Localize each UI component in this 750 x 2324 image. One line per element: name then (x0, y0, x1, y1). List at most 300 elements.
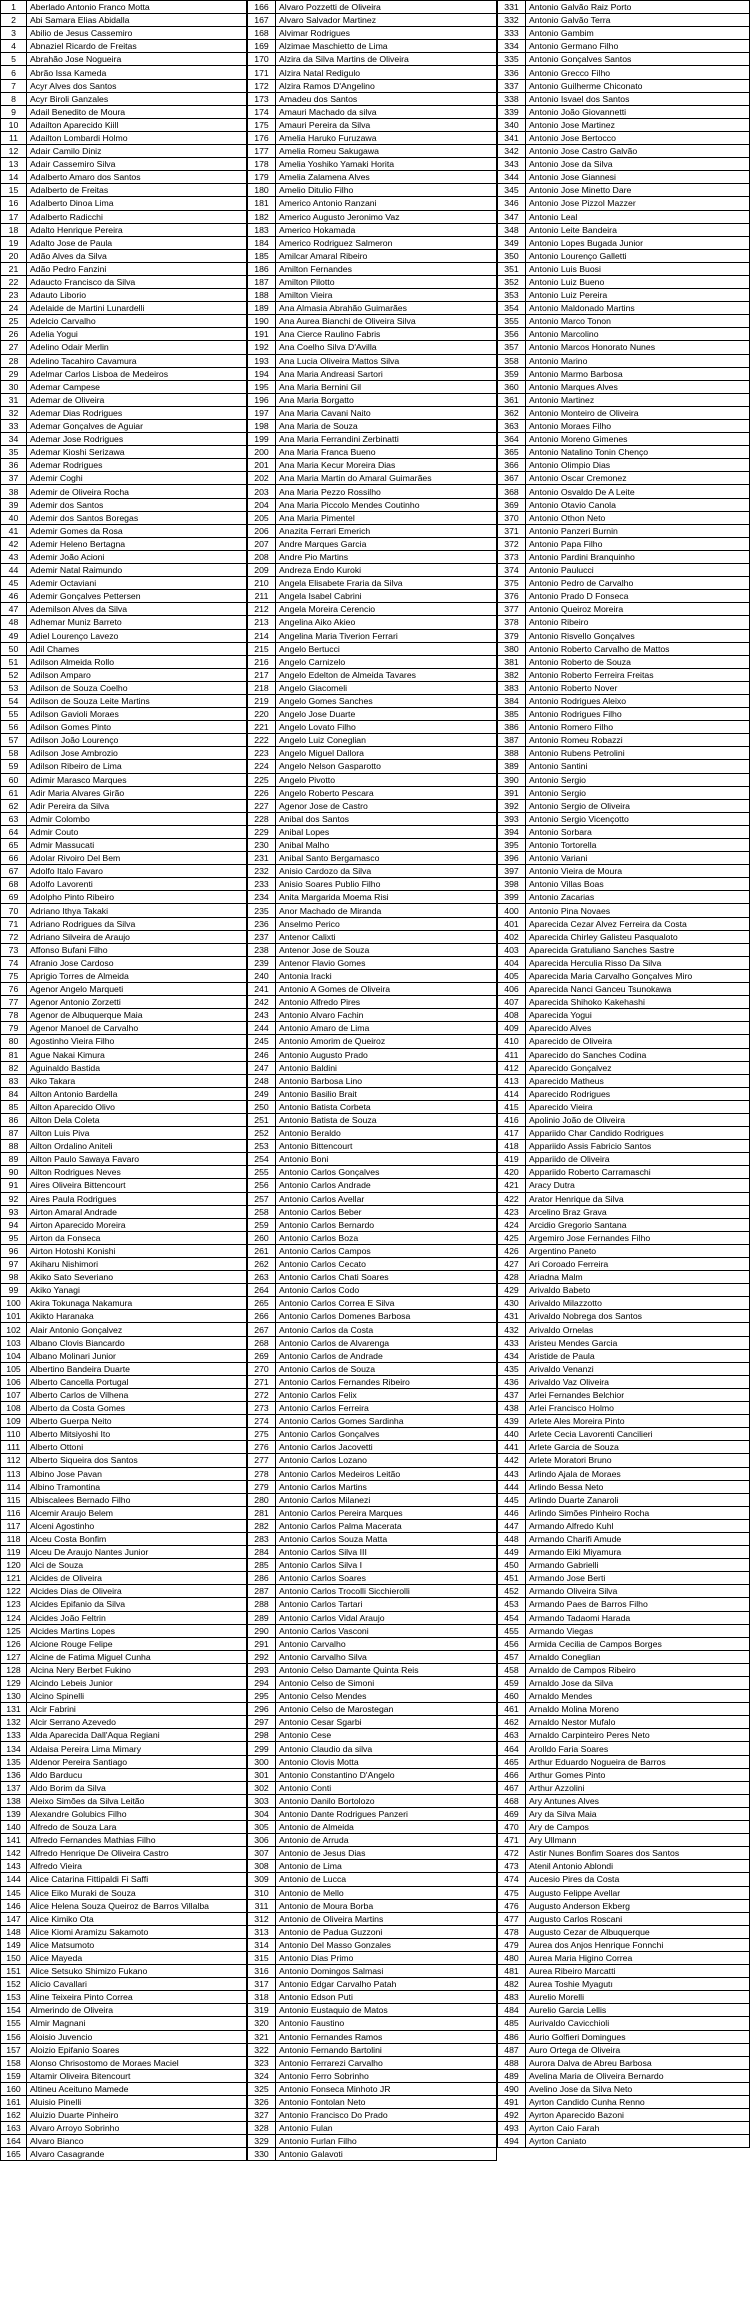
row-number: 488 (498, 2056, 526, 2069)
row-number: 277 (248, 1454, 276, 1467)
table-row (248, 812, 497, 825)
row-number: 452 (498, 1585, 526, 1598)
table-row (498, 564, 750, 577)
row-number: 386 (498, 721, 526, 734)
person-name: Antonio Barbosa Lino (276, 1074, 497, 1087)
row-number: 487 (498, 2043, 526, 2056)
person-name: Adriano Rodrigues da Silva (27, 917, 247, 930)
person-name: Ademar Dias Rodrigues (27, 406, 247, 419)
row-number: 56 (1, 721, 27, 734)
table-row (498, 642, 750, 655)
row-number: 113 (1, 1467, 27, 1480)
row-number: 52 (1, 668, 27, 681)
row-number: 369 (498, 498, 526, 511)
row-number: 157 (1, 2043, 27, 2056)
row-number: 151 (1, 1965, 27, 1978)
person-name: Adão Alves da Silva (27, 249, 247, 262)
table-row (1, 1113, 247, 1126)
row-number: 465 (498, 1755, 526, 1768)
person-name: Adaucto Francisco da Silva (27, 275, 247, 288)
person-name: Agenor Manoel de Carvalho (27, 1022, 247, 1035)
row-number: 356 (498, 328, 526, 341)
person-name: Ana Maria Ferrandini Zerbinatti (276, 433, 497, 446)
row-number: 322 (248, 2043, 276, 2056)
person-name: Adilson Amparo (27, 668, 247, 681)
table-row (248, 1559, 497, 1572)
row-number: 161 (1, 2096, 27, 2109)
person-name: Antonio Fontolan Neto (276, 2096, 497, 2109)
table-row (498, 131, 750, 144)
person-name: Airton Hotoshi Konishi (27, 1244, 247, 1257)
row-number: 467 (498, 1781, 526, 1794)
person-name: Antonio Carlos Chati Soares (276, 1271, 497, 1284)
person-name: Agenor Angelo Marqueti (27, 983, 247, 996)
row-number: 414 (498, 1087, 526, 1100)
table-row (498, 105, 750, 118)
person-name: Akira Tokunaga Nakamura (27, 1297, 247, 1310)
person-name: Aristide de Paula (526, 1349, 750, 1362)
table-row (248, 1192, 497, 1205)
row-number: 457 (498, 1650, 526, 1663)
row-number: 74 (1, 956, 27, 969)
person-name: Agenor Antonio Zorzetti (27, 996, 247, 1009)
table-row (248, 891, 497, 904)
table-row (248, 53, 497, 66)
table-row (248, 1938, 497, 1951)
table-row (1, 1637, 247, 1650)
table-row (248, 1323, 497, 1336)
person-name: Adailton Lombardi Holmo (27, 131, 247, 144)
row-number: 107 (1, 1388, 27, 1401)
row-number: 407 (498, 996, 526, 1009)
table-row (248, 485, 497, 498)
table-row (498, 1834, 750, 1847)
table-row (1, 315, 247, 328)
table-row (1, 825, 247, 838)
person-name: Antonio Marino (526, 354, 750, 367)
person-name: Adolfo Lavorenti (27, 878, 247, 891)
table-row (498, 760, 750, 773)
table-row (1, 1218, 247, 1231)
person-name: Arlete Moratori Bruno (526, 1454, 750, 1467)
person-name: Arlei Fernandes Belchior (526, 1388, 750, 1401)
row-number: 332 (498, 14, 526, 27)
person-name: Agenor de Albuquerque Maia (27, 1009, 247, 1022)
row-number: 177 (248, 145, 276, 158)
table-row (498, 603, 750, 616)
person-name: Adolar Rivoiro Del Bem (27, 852, 247, 865)
person-name: Adhemar Muniz Barreto (27, 616, 247, 629)
table-row (498, 1755, 750, 1768)
person-name: Aurelio Morelli (526, 1991, 750, 2004)
row-number: 60 (1, 773, 27, 786)
row-number: 209 (248, 564, 276, 577)
person-name: Aurio Golfieri Domingues (526, 2030, 750, 2043)
table-row (1, 1506, 247, 1519)
row-number: 10 (1, 118, 27, 131)
table-row (248, 1271, 497, 1284)
row-number: 77 (1, 996, 27, 1009)
table-row (498, 145, 750, 158)
person-name: Adelino Odair Merlin (27, 341, 247, 354)
person-name: Anibal Malho (276, 839, 497, 852)
row-number: 176 (248, 131, 276, 144)
row-number: 477 (498, 1912, 526, 1925)
table-row (248, 1729, 497, 1742)
table-row (248, 2004, 497, 2017)
person-name: Acyr Alves dos Santos (27, 79, 247, 92)
person-name: Ademar Kioshi Serizawa (27, 446, 247, 459)
table-row (248, 1441, 497, 1454)
table-row (498, 1, 750, 14)
row-number: 142 (1, 1847, 27, 1860)
table-row (248, 262, 497, 275)
table-row (248, 1, 497, 14)
person-name: Alice Helena Souza Queiroz de Barros Villalba (27, 1899, 247, 1912)
person-name: Anibal Santo Bergamasco (276, 852, 497, 865)
table-row (248, 420, 497, 433)
row-number: 198 (248, 420, 276, 433)
row-number: 268 (248, 1336, 276, 1349)
row-number: 212 (248, 603, 276, 616)
person-name: Arlindo Bessa Neto (526, 1480, 750, 1493)
person-name: Antonio Carlos Campos (276, 1244, 497, 1257)
row-number: 390 (498, 773, 526, 786)
row-number: 154 (1, 2004, 27, 2017)
row-number: 44 (1, 564, 27, 577)
table-row (498, 1048, 750, 1061)
row-number: 88 (1, 1140, 27, 1153)
table-row (248, 642, 497, 655)
table-row (498, 1480, 750, 1493)
person-name: Antonio Germano Filho (526, 40, 750, 53)
table-row (248, 1231, 497, 1244)
person-name: Antonio Rubens Petrolini (526, 747, 750, 760)
person-name: Antonio Santini (526, 760, 750, 773)
person-name: Antonio Maldonado Martins (526, 302, 750, 315)
row-number: 353 (498, 289, 526, 302)
person-name: Angelo Edelton de Almeida Tavares (276, 668, 497, 681)
row-number: 200 (248, 446, 276, 459)
person-name: Aurivaldo Cavicchioli (526, 2017, 750, 2030)
person-name: Ademar Campese (27, 380, 247, 393)
table-row (498, 1978, 750, 1991)
table-row (498, 1218, 750, 1231)
person-name: Antonio Carlos Felix (276, 1388, 497, 1401)
table-row (248, 524, 497, 537)
person-name: Aurora Dalva de Abreu Barbosa (526, 2056, 750, 2069)
row-number: 172 (248, 79, 276, 92)
row-number: 289 (248, 1611, 276, 1624)
row-number: 278 (248, 1467, 276, 1480)
row-number: 335 (498, 53, 526, 66)
row-number: 375 (498, 577, 526, 590)
person-name: Ademar Gonçalves de Aguiar (27, 420, 247, 433)
row-number: 287 (248, 1585, 276, 1598)
row-number: 31 (1, 393, 27, 406)
row-number: 175 (248, 118, 276, 131)
person-name: Antonio Carlos Pereira Marques (276, 1506, 497, 1519)
row-number: 422 (498, 1192, 526, 1205)
person-name: Antonio Carlos da Costa (276, 1323, 497, 1336)
person-name: Aparecido Vieira (526, 1100, 750, 1113)
row-number: 450 (498, 1559, 526, 1572)
row-number: 261 (248, 1244, 276, 1257)
row-number: 447 (498, 1519, 526, 1532)
person-name: Antonio Clovis Motta (276, 1755, 497, 1768)
row-number: 446 (498, 1506, 526, 1519)
table-row (498, 969, 750, 982)
table-row (248, 66, 497, 79)
row-number: 195 (248, 380, 276, 393)
table-row (248, 852, 497, 865)
person-name: Ademir Heleno Bertagna (27, 537, 247, 550)
table-row (248, 1873, 497, 1886)
row-number: 257 (248, 1192, 276, 1205)
table-row (1, 131, 247, 144)
row-number: 471 (498, 1834, 526, 1847)
table-row (1, 79, 247, 92)
person-name: Aurea dos Anjos Henrique Fonnchi (526, 1938, 750, 1951)
row-number: 421 (498, 1179, 526, 1192)
row-number: 411 (498, 1048, 526, 1061)
table-row (248, 1415, 497, 1428)
table-row (1, 1690, 247, 1703)
row-number: 434 (498, 1349, 526, 1362)
table-row (498, 1323, 750, 1336)
row-number: 216 (248, 655, 276, 668)
row-number: 385 (498, 708, 526, 721)
table-row (1, 1022, 247, 1035)
person-name: Ary Ullmann (526, 1834, 750, 1847)
table-row (248, 79, 497, 92)
person-name: Adimir Marasco Marques (27, 773, 247, 786)
person-name: Antonio Carlos Correa E Silva (276, 1297, 497, 1310)
table-row (248, 590, 497, 603)
row-number: 90 (1, 1166, 27, 1179)
row-number: 4 (1, 40, 27, 53)
row-number: 141 (1, 1834, 27, 1847)
row-number: 279 (248, 1480, 276, 1493)
row-number: 178 (248, 158, 276, 171)
person-name: Alcir Fabrini (27, 1703, 247, 1716)
person-name: Anor Machado de Miranda (276, 904, 497, 917)
row-number: 73 (1, 943, 27, 956)
person-name: Antonio Fernando Bartolini (276, 2043, 497, 2056)
person-name: Amilcar Amaral Ribeiro (276, 249, 497, 262)
row-number: 413 (498, 1074, 526, 1087)
person-name: Antonio Jose Castro Galvão (526, 145, 750, 158)
person-name: Aldo Barducu (27, 1768, 247, 1781)
person-name: Ademar de Oliveira (27, 393, 247, 406)
name-column-3-body (498, 1, 750, 2148)
table-row (248, 498, 497, 511)
row-number: 170 (248, 53, 276, 66)
row-number: 290 (248, 1624, 276, 1637)
row-number: 330 (248, 2148, 276, 2161)
table-row (498, 786, 750, 799)
person-name: Aires Paula Rodrigues (27, 1192, 247, 1205)
row-number: 248 (248, 1074, 276, 1087)
table-row (498, 92, 750, 105)
row-number: 163 (1, 2122, 27, 2135)
person-name: Antonio Domingos Salmasi (276, 1965, 497, 1978)
row-number: 398 (498, 878, 526, 891)
table-row (248, 27, 497, 40)
person-name: Alceu Costa Bonfim (27, 1532, 247, 1545)
row-number: 130 (1, 1690, 27, 1703)
table-row (1, 1951, 247, 1964)
row-number: 249 (248, 1087, 276, 1100)
person-name: Angelo Giacomeli (276, 681, 497, 694)
row-number: 106 (1, 1375, 27, 1388)
row-number: 397 (498, 865, 526, 878)
row-number: 381 (498, 655, 526, 668)
table-row (1, 1205, 247, 1218)
row-number: 22 (1, 275, 27, 288)
person-name: Arlindo Duarte Zanaroli (526, 1493, 750, 1506)
person-name: Antonio Dante Rodrigues Panzeri (276, 1807, 497, 1820)
table-row (1, 524, 247, 537)
person-name: Amilton Fernandes (276, 262, 497, 275)
row-number: 17 (1, 210, 27, 223)
row-number: 491 (498, 2096, 526, 2109)
table-row (248, 14, 497, 27)
table-row (498, 825, 750, 838)
person-name: Augusto Carlos Roscani (526, 1912, 750, 1925)
person-name: Andre Pio Martins (276, 550, 497, 563)
person-name: Antonio Pedro de Carvalho (526, 577, 750, 590)
row-number: 443 (498, 1467, 526, 1480)
person-name: Antonio Galvão Raiz Porto (526, 1, 750, 14)
table-row (1, 577, 247, 590)
row-number: 459 (498, 1677, 526, 1690)
table-row (498, 27, 750, 40)
table-row (1, 511, 247, 524)
table-row (498, 197, 750, 210)
table-row (1, 996, 247, 1009)
table-row (498, 694, 750, 707)
name-column-1 (0, 0, 247, 2161)
person-name: Alcemir Araujo Belem (27, 1506, 247, 1519)
person-name: Aldaisa Pereira Lima Mimary (27, 1742, 247, 1755)
table-row (1, 1703, 247, 1716)
person-name: Antonio Lourenço Galletti (526, 249, 750, 262)
person-name: Antonio Alvaro Fachin (276, 1009, 497, 1022)
row-number: 235 (248, 904, 276, 917)
row-number: 243 (248, 1009, 276, 1022)
row-number: 295 (248, 1690, 276, 1703)
person-name: Antonio Villas Boas (526, 878, 750, 891)
row-number: 28 (1, 354, 27, 367)
table-row (248, 131, 497, 144)
row-number: 46 (1, 590, 27, 603)
row-number: 169 (248, 40, 276, 53)
person-name: Ailton Paulo Sawaya Favaro (27, 1153, 247, 1166)
table-row (248, 1546, 497, 1559)
table-row (248, 1388, 497, 1401)
row-number: 239 (248, 956, 276, 969)
person-name: Antonio Pardini Branquinho (526, 550, 750, 563)
table-row (498, 1677, 750, 1690)
person-name: Affonso Bufani Filho (27, 943, 247, 956)
table-row (1, 839, 247, 852)
row-number: 225 (248, 773, 276, 786)
table-row (498, 1153, 750, 1166)
table-row (498, 66, 750, 79)
person-name: Alda Aparecida Dall'Aqua Regiani (27, 1729, 247, 1742)
table-row (1, 1388, 247, 1401)
row-number: 14 (1, 171, 27, 184)
person-name: Airton Amaral Andrade (27, 1205, 247, 1218)
person-name: Adelaide de Martini Lunardelli (27, 302, 247, 315)
table-row (1, 681, 247, 694)
table-row (498, 629, 750, 642)
table-row (1, 92, 247, 105)
table-row (498, 289, 750, 302)
person-name: Antonio Marques Alves (526, 380, 750, 393)
person-name: Aloisio Juvencio (27, 2030, 247, 2043)
row-number: 493 (498, 2122, 526, 2135)
row-number: 481 (498, 1965, 526, 1978)
person-name: Aloizio Epifanio Soares (27, 2043, 247, 2056)
row-number: 85 (1, 1100, 27, 1113)
row-number: 461 (498, 1703, 526, 1716)
person-name: Antonio Moraes Filho (526, 420, 750, 433)
person-name: Atenil Antonio Ablondi (526, 1860, 750, 1873)
table-row (1, 668, 247, 681)
row-number: 240 (248, 969, 276, 982)
table-row (1, 197, 247, 210)
table-row (498, 983, 750, 996)
row-number: 16 (1, 197, 27, 210)
table-row (248, 1048, 497, 1061)
table-row (248, 1087, 497, 1100)
row-number: 236 (248, 917, 276, 930)
row-number: 324 (248, 2069, 276, 2082)
person-name: Adelia Yogui (27, 328, 247, 341)
row-number: 186 (248, 262, 276, 275)
row-number: 345 (498, 184, 526, 197)
row-number: 137 (1, 1781, 27, 1794)
table-row (498, 577, 750, 590)
person-name: Americo Augusto Jeronimo Vaz (276, 210, 497, 223)
person-name: Ademar Jose Rodrigues (27, 433, 247, 446)
person-name: Antonio Cese (276, 1729, 497, 1742)
table-row (498, 1402, 750, 1415)
table-row (1, 302, 247, 315)
table-row (248, 1585, 497, 1598)
row-number: 449 (498, 1546, 526, 1559)
person-name: Antonio Cesar Sgarbi (276, 1716, 497, 1729)
table-row (1, 53, 247, 66)
person-name: Ailton Rodrigues Neves (27, 1166, 247, 1179)
table-row (1, 1755, 247, 1768)
person-name: Ariadna Malm (526, 1271, 750, 1284)
table-row (1, 1781, 247, 1794)
row-number: 188 (248, 289, 276, 302)
person-name: Amelia Yoshiko Yamaki Horita (276, 158, 497, 171)
person-name: Albiscalees Bernado Filho (27, 1493, 247, 1506)
person-name: Antonio Carlos Bernardo (276, 1218, 497, 1231)
row-number: 232 (248, 865, 276, 878)
row-number: 380 (498, 642, 526, 655)
person-name: Alvimar Rodrigues (276, 27, 497, 40)
person-name: Antonio Carlos de Souza (276, 1362, 497, 1375)
table-row (248, 367, 497, 380)
person-name: Augusto Cezar de Albuquerque (526, 1925, 750, 1938)
row-number: 76 (1, 983, 27, 996)
